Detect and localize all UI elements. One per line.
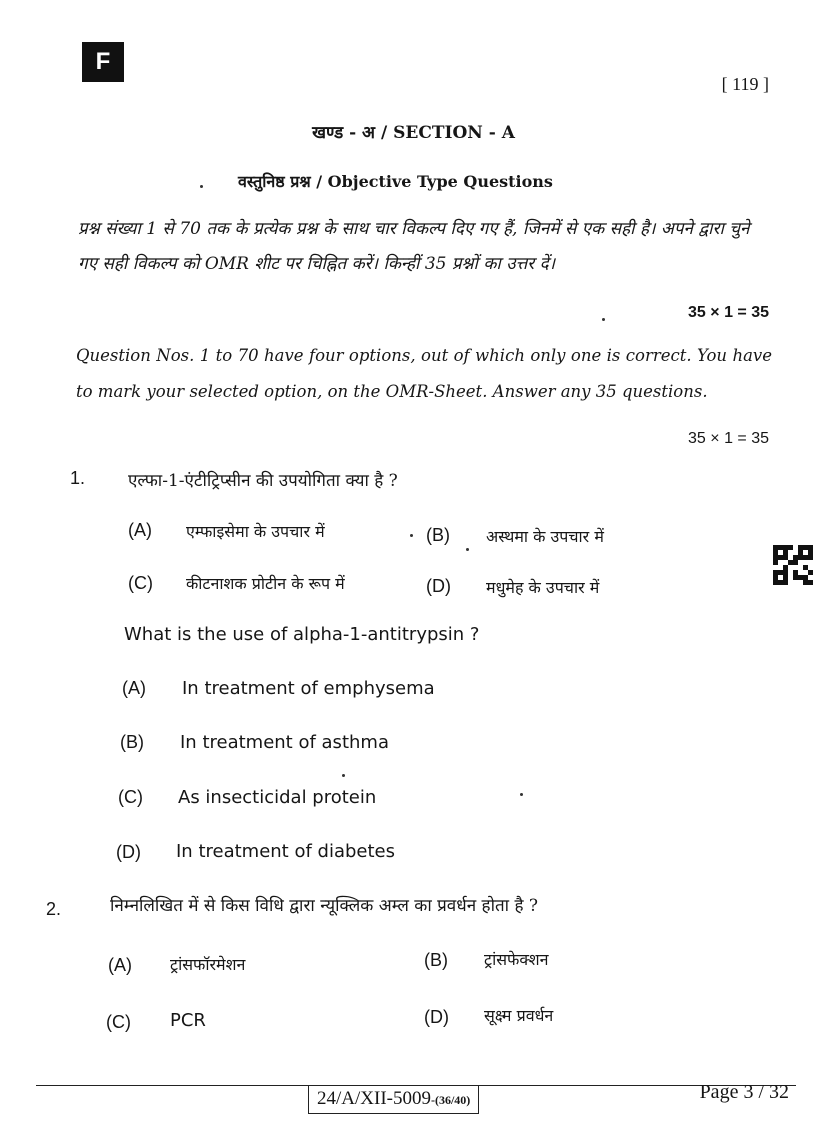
paper-code	[308, 1086, 479, 1114]
option-letter: (B)	[120, 732, 144, 752]
instructions-english: Question Nos. 1 to 70 have four options, out of which only one is correct. You have to mark your selected option, on the OMR-Sheet. Answer any 35 questions.	[76, 346, 772, 401]
question-text-hindi: निम्नलिखित में से किस विधि द्वारा न्यूक्लिक अम्ल का प्रवर्धन होता है ?	[110, 896, 539, 916]
option-text-english: In treatment of emphysema	[182, 678, 435, 699]
option-letter: (D)	[116, 842, 141, 862]
option-letter: (C)	[118, 787, 143, 807]
page-number: Page 3 / 32	[699, 1081, 789, 1103]
marks-english: 35 × 1 = 35	[688, 430, 769, 447]
scan-speck	[342, 774, 345, 777]
paper-code-suffix: -(36/40)	[430, 1093, 471, 1107]
paper-code-main: 24/A/XII-5009	[317, 1088, 431, 1109]
marks-hindi: 35 × 1 = 35	[688, 304, 769, 321]
page-code: [ 119 ]	[721, 74, 769, 94]
option-text-hindi: सूक्ष्म प्रवर्धन	[484, 1006, 554, 1025]
option-text-hindi: कीटनाशक प्रोटीन के रूप में	[186, 574, 345, 593]
option-text-hindi: ट्रांसफॉरमेशन	[170, 955, 246, 974]
option-letter: (A)	[108, 955, 132, 975]
option-letter: (D)	[426, 576, 451, 596]
set-badge: F	[82, 42, 124, 82]
scan-speck	[602, 318, 605, 321]
question-text-english: What is the use of alpha-1-antitrypsin ?	[124, 624, 480, 645]
question-text-hindi: एल्फा-1-एंटीट्रिप्सीन की उपयोगिता क्या है ?	[128, 471, 398, 491]
option-text-hindi: ट्रांसफेक्शन	[484, 950, 549, 969]
option-letter: (B)	[424, 950, 448, 970]
scan-speck	[520, 793, 523, 796]
option-letter: (C)	[106, 1012, 131, 1032]
question-number: 1.	[70, 468, 86, 488]
option-letter: (D)	[424, 1007, 449, 1027]
question-number: 2.	[46, 899, 62, 919]
option-text: PCR	[170, 1010, 206, 1031]
option-letter: (A)	[122, 678, 146, 698]
section-subheading: वस्तुनिष्ठ प्रश्न / Objective Type Questions	[238, 172, 553, 191]
scan-speck	[200, 185, 203, 188]
option-text-english: In treatment of asthma	[180, 732, 389, 753]
option-text-hindi: मधुमेह के उपचार में	[486, 578, 600, 597]
option-text-hindi: अस्थमा के उपचार में	[486, 527, 604, 546]
option-text-english: As insecticidal protein	[178, 787, 377, 808]
instructions-hindi: प्रश्न संख्या 1 से 70 तक के प्रत्येक प्रश्न के साथ चार विकल्प दिए गए हैं, जिनमें से एक सही है। अपने द्वारा चुने गए सही विकल्प को OMR शीट पर चिह्नित करें। किन्हीं 35 प्रश्नों का उत्तर दें।	[78, 219, 750, 274]
scan-speck	[466, 548, 469, 551]
scan-speck	[410, 534, 413, 537]
qr-code-icon	[773, 545, 813, 585]
option-letter: (B)	[426, 525, 450, 545]
option-letter: (A)	[128, 520, 152, 540]
section-heading: खण्ड - अ / SECTION - A	[312, 123, 515, 143]
option-letter: (C)	[128, 573, 153, 593]
option-text-hindi: एम्फाइसेमा के उपचार में	[186, 522, 325, 541]
option-text-english: In treatment of diabetes	[176, 841, 395, 862]
